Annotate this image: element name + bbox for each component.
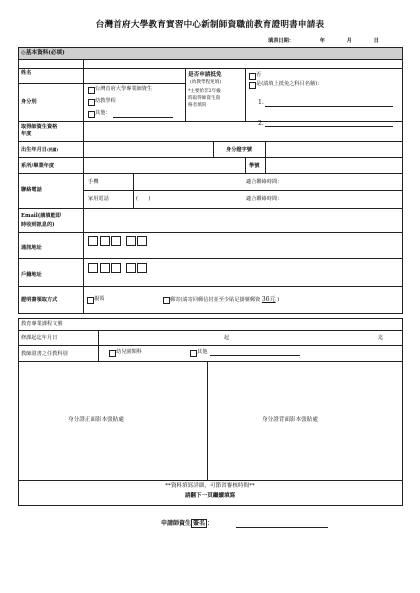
pickup-label: 證明書領取方式 — [21, 297, 58, 303]
identity-checkbox-tsu[interactable] — [88, 87, 95, 94]
home-phone-label: 家用電話 — [88, 196, 109, 202]
pickup-self-label: 親領 — [94, 296, 105, 302]
subject-kinder-label: 幼兒園類科 — [116, 349, 142, 355]
study-period-label: 修課起迄年月日 — [21, 335, 58, 341]
note-next-page: 請翻下一頁繼續填寫 — [184, 493, 236, 499]
home-phone-area: ( ) — [136, 196, 151, 202]
identity-label: 身分別 — [21, 99, 37, 105]
mail-zip-boxes[interactable] — [88, 236, 149, 246]
exempt-item-2: 2. — [258, 120, 264, 127]
fee-exempt-note1: (幼教學程免填) — [190, 80, 222, 85]
id-back-paste-area: 身分證背面影本張貼處 — [262, 417, 318, 423]
id-number-input[interactable] — [266, 142, 401, 156]
exempt-no-checkbox[interactable] — [249, 73, 256, 80]
id-number-label: 身分證字號 — [226, 147, 252, 153]
qualification-year-input[interactable] — [84, 122, 244, 140]
page-title: 台灣首府大學教育實習中心新制師資職前教育證明書申請表 — [95, 20, 325, 30]
pickup-self-checkbox[interactable] — [87, 297, 94, 304]
identity-checkbox-other[interactable] — [88, 111, 95, 118]
email-input[interactable] — [84, 209, 401, 231]
subject-other-line[interactable] — [210, 355, 300, 356]
qualification-year-label-1: 取得師資生資格 — [21, 124, 58, 130]
exempt-item-1-line[interactable] — [265, 106, 393, 107]
exempt-item-1: 1. — [258, 99, 264, 106]
fee-exempt-label: 是否申請抵免 — [188, 72, 222, 78]
identity-option-preschool: 幼教學程 — [95, 98, 116, 104]
phone-label: 聯絡電話 — [21, 187, 42, 193]
pickup-mail-checkbox[interactable] — [163, 297, 170, 304]
residence-address-label: 戶籍地址 — [21, 272, 42, 278]
program-doc-input[interactable] — [100, 319, 400, 329]
teacher-subject-label: 教師證書之任教科別 — [21, 351, 68, 357]
email-label-2: 時收到訊息的) — [21, 222, 55, 228]
applicant-signature-label: 申請師資生 簽名 ： — [161, 520, 214, 527]
identity-checkbox-preschool[interactable] — [88, 99, 95, 106]
subject-other-label: 其他 — [197, 349, 208, 355]
qualification-year-label-2: 年度 — [21, 131, 32, 137]
name-label: 姓名 — [21, 70, 32, 76]
fee-exempt-note3: 時取得師資生資 — [188, 96, 221, 101]
residence-zip-boxes[interactable] — [88, 263, 149, 273]
suitable-time-label-2: 適合聯絡時間： — [246, 196, 283, 202]
study-period-from: 起 — [224, 335, 230, 341]
birthday-label: 出生年月日(民國) — [21, 147, 59, 153]
study-period-to: 迄 — [378, 335, 384, 341]
email-label-1: Email(請填能即 — [21, 213, 61, 219]
mobile-label: 手機 — [88, 179, 99, 185]
signature-line[interactable] — [236, 527, 328, 528]
identity-option-tsu: 台灣首府大學專業師資生 — [95, 86, 153, 92]
note-fill-detail: **資料填寫詳細，可節省審核時間** — [165, 483, 255, 489]
id-front-paste-area: 身分證正面影本張貼處 — [68, 417, 124, 423]
subject-kinder-checkbox[interactable] — [109, 350, 116, 357]
department-label: 系所/畢業年度 — [21, 163, 55, 169]
student-id-label: 學號 — [249, 163, 260, 169]
subject-other-checkbox[interactable] — [190, 350, 197, 357]
identity-other-line[interactable] — [113, 117, 173, 118]
identity-option-other: 其他： — [95, 110, 111, 116]
exempt-yes-label: 是(請填上抵免之科目名稱)： — [256, 81, 323, 87]
program-doc-label: 教育專業課程文號 — [21, 321, 63, 327]
exempt-item-2-line[interactable] — [265, 126, 393, 127]
name-input[interactable] — [84, 69, 184, 82]
section-header-bg — [18, 48, 402, 59]
exempt-yes-checkbox[interactable] — [249, 82, 256, 89]
signature-box: 簽名 — [193, 520, 206, 527]
suitable-time-label: 適合聯絡時間： — [246, 179, 283, 185]
fee-exempt-note2: *主要給非2年級 — [188, 89, 221, 94]
mail-address-label: 通訊地址 — [21, 245, 42, 251]
pickup-mail-label: 郵寄(請寄回郵信封並至少貼足掛號郵資 36元 ) — [170, 296, 280, 303]
postage-amount: 36元 — [261, 296, 276, 303]
section-basic-title: ◎基本資料(必填) — [21, 50, 65, 56]
fill-date: 填表日期： 年 月 日 — [268, 38, 379, 44]
exempt-no-label: 否 — [256, 72, 262, 78]
fee-exempt-note4: 格者填寫 — [188, 103, 207, 108]
